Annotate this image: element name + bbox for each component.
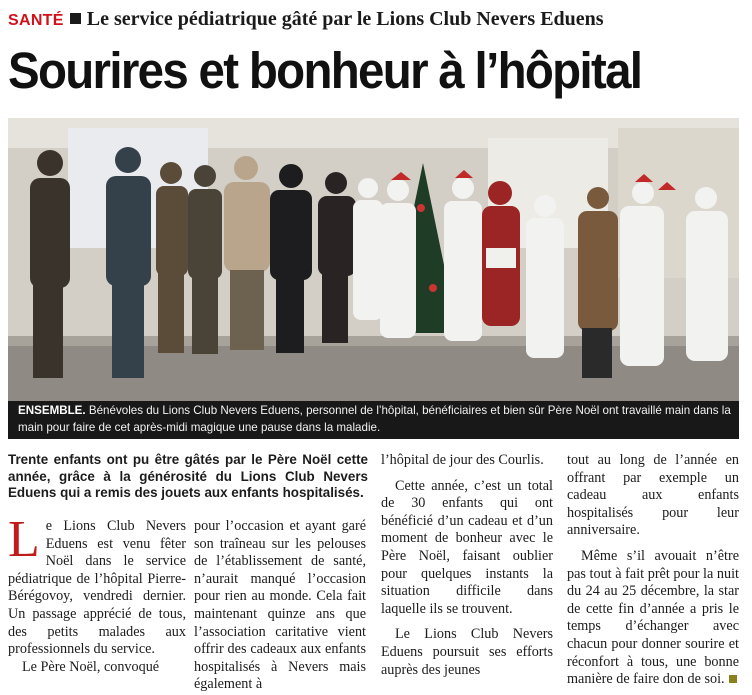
caption-text: Bénévoles du Lions Club Nevers Eduens, personnel de l’hôpital, bénéficiaires et bien sûr Père Noël ont travaillé main dans la main pour faire de cet après-midi magique une pause dans la maladie.	[18, 404, 731, 434]
column-3-paragraph-3: Le Lions Club Nevers Eduens poursuit ses efforts auprès des jeunes	[381, 626, 553, 678]
article-lead: Trente enfants ont pu être gâtés par le Père Noël cette année, grâce à la générosité du Lions Club Nevers Eduens qui a remis des jouets aux enfants hospitalisés.	[8, 452, 368, 500]
caption-lead: ENSEMBLE.	[18, 404, 86, 417]
column-3-paragraph-1: l’hôpital de jour des Courlis.	[381, 452, 544, 468]
group-photo-illustration	[8, 118, 739, 401]
column-1-paragraph-1: e Lions Club Nevers Eduens est venu fêter Noël dans le service pédiatrique de l’hôpital Pierre-Bérégovoy, vendredi dernier. Un passage apprécié de tous, des petits malades aux professionnels du service.	[8, 518, 186, 658]
article-photo	[8, 118, 739, 401]
article-column-2	[194, 518, 366, 694]
drop-cap: L	[8, 511, 40, 568]
column-2-paragraph-1: pour l’occasion et ayant garé son traîneau sur les pelouses de l’établissement de santé, n’aurait manqué l’occasion pour rien au monde. Cela fait maintenant quinze ans que l’association caritative vient offrir des cadeaux aux enfants hospitalisés à Nevers mais également à	[194, 518, 366, 693]
kicker-subtitle: Le service pédiatrique gâté par le Lions Club Nevers Eduens	[86, 8, 604, 30]
article-kicker	[8, 4, 604, 34]
square-bullet-icon	[70, 13, 81, 24]
article-headline: Sourires et bonheur à l’hôpital	[8, 42, 642, 99]
column-3-paragraph-2: Cette année, c’est un total de 30 enfants qui ont bénéficié d’un cadeau et d’un moment de bonheur avec le Père Noël, faisant oublier pour quelques instants la situation difficile dans laquelle ils se trouvent.	[381, 477, 553, 617]
section-tag: SANTÉ	[8, 12, 64, 29]
column-1-paragraph-2: Le Père Noël, convoqué	[22, 658, 160, 675]
column-4-paragraph-1: tout au long de l’année en offrant par exemple un cadeau aux enfants hospitalisés pour leur anniversaire.	[567, 452, 739, 539]
end-of-article-icon	[729, 675, 737, 683]
article-column-1	[8, 511, 186, 676]
photo-caption	[8, 401, 739, 439]
article-column-4	[567, 452, 739, 689]
article-column-3	[381, 452, 553, 679]
column-4-paragraph-2: Même s’il avouait n’être pas tout à fait prêt pour la nuit du 24 au 25 décembre, la star de cette fin d’année a pris le temps d’échanger avec chacun pour donner sourire et réconfort à tous, une bonne manière de faire don de soi.	[567, 547, 739, 688]
